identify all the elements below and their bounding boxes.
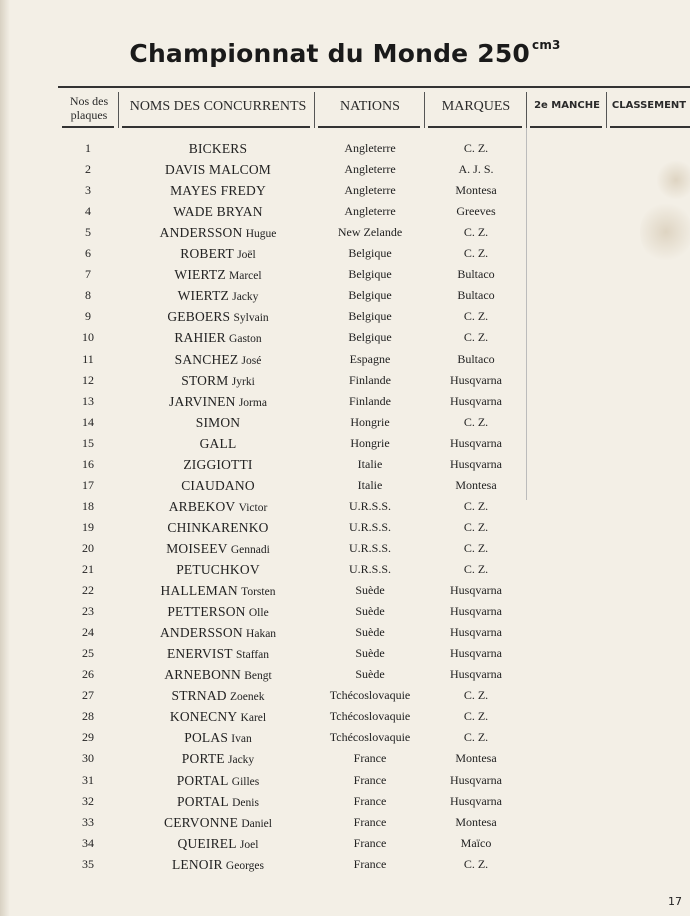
competitor-name [120, 352, 316, 368]
competitor-surname: ANDERSSON [159, 225, 243, 241]
competitor-surname: JARVINEN [169, 393, 236, 409]
competitor-surname: ENERVIST [166, 646, 233, 662]
marque: Husqvarna [450, 793, 502, 808]
competitor-firstname: Jacky [228, 754, 255, 767]
table-row [0, 792, 690, 813]
competitor-surname: PETUCHKOV [176, 562, 260, 577]
competitor-name [120, 288, 316, 304]
competitor-surname: SANCHEZ [174, 351, 239, 367]
nation: France [353, 814, 387, 829]
nation: Espagne [349, 351, 391, 366]
competitor-name [120, 457, 316, 473]
marque: C. Z. [463, 519, 489, 534]
plate-number: 10 [82, 330, 94, 345]
competitor-firstname: Jorma [238, 396, 267, 409]
nation: New Zelande [337, 225, 403, 240]
competitor-surname: ARNEBONN [164, 667, 241, 683]
table-row [0, 855, 690, 876]
competitor-name [120, 751, 316, 767]
nation: Suède [355, 667, 385, 682]
table-row [0, 455, 690, 476]
table-row [0, 202, 690, 223]
header-classement [608, 100, 690, 111]
competitor-surname: PORTAL [176, 772, 229, 788]
competitor-name [120, 162, 316, 178]
table-row [0, 749, 690, 770]
competitor-firstname: Zoenek [229, 691, 265, 704]
nation: France [353, 793, 387, 808]
marque: C. Z. [463, 330, 489, 345]
nation: Tchécoslovaquie [329, 730, 411, 745]
competitor-firstname: Gaston [229, 333, 262, 346]
plate-number: 5 [85, 225, 91, 240]
plate-number: 29 [82, 730, 94, 745]
competitor-name [120, 583, 316, 599]
competitor-name [120, 499, 316, 515]
table-row [0, 707, 690, 728]
marque: C. Z. [463, 562, 489, 576]
plate-number: 8 [85, 288, 91, 303]
competitor-surname: MOISEEV [166, 540, 228, 556]
plate-number: 26 [82, 667, 94, 682]
competitor-surname: HALLEMAN [160, 583, 238, 599]
competitor-name [120, 141, 316, 157]
nation: Suède [355, 583, 385, 598]
nation: U.R.S.S. [348, 540, 392, 555]
competitor-surname: DAVIS MALCOM [164, 162, 272, 178]
competitor-firstname: Karel [240, 712, 267, 725]
marque: Husqvarna [450, 625, 502, 640]
competitor-surname: WADE BRYAN [173, 204, 263, 220]
header-names-text: NOMS DES CONCURRENTS [129, 99, 307, 114]
plate-number: 9 [85, 309, 91, 324]
table-row [0, 413, 690, 434]
nation: Suède [355, 604, 385, 619]
nation: Tchécoslovaquie [329, 688, 411, 703]
table-row [0, 560, 690, 581]
competitor-surname: MAYES FREDY [170, 183, 266, 199]
column-divider [424, 92, 425, 128]
column-divider [314, 92, 315, 128]
competitor-name [120, 773, 316, 789]
marque: C. Z. [463, 141, 489, 155]
header-underline-nations [318, 126, 420, 128]
competitor-surname: CIAUDANO [181, 477, 255, 493]
header-top-rule [58, 86, 690, 88]
nation: Italie [357, 477, 383, 492]
header-num-text: Nos des plaques [69, 94, 109, 122]
nation: Hongrie [350, 414, 390, 429]
table-row [0, 371, 690, 392]
column-divider [526, 92, 527, 128]
competitor-firstname: Staffan [236, 649, 270, 662]
marque: Montesa [455, 477, 497, 492]
title-text: Championnat du Monde 250 [129, 39, 531, 68]
plate-number: 7 [85, 267, 91, 282]
header-manche [528, 100, 606, 111]
table-row [0, 328, 690, 349]
competitor-name [120, 267, 316, 283]
marque: Maïco [460, 835, 492, 850]
marque: Bultaco [457, 267, 495, 282]
marque: Husqvarna [450, 372, 502, 387]
competitor-firstname: Marcel [229, 270, 262, 283]
competitor-firstname: Gilles [231, 775, 260, 788]
marque: Montesa [455, 183, 497, 198]
title-unit: cm3 [532, 38, 561, 52]
header-underline-marques [428, 126, 522, 128]
table-row [0, 813, 690, 834]
competitor-surname: LENOIR [171, 856, 223, 872]
competitor-name [120, 478, 316, 494]
table-row [0, 665, 690, 686]
competitor-name [120, 709, 316, 725]
competitor-name [120, 436, 316, 452]
competitor-firstname: Olle [248, 607, 269, 620]
competitor-name [120, 246, 316, 262]
competitor-name [120, 415, 316, 431]
competitor-firstname: Jacky [232, 291, 259, 304]
header-underline-names [122, 126, 310, 128]
plate-number: 13 [82, 393, 94, 408]
competitor-name [120, 667, 316, 683]
competitor-surname: WIERTZ [177, 288, 229, 304]
competitor-surname: GALL [199, 435, 237, 451]
nation: France [353, 751, 387, 766]
competitor-firstname: Torsten [241, 586, 276, 599]
competitor-firstname: Denis [232, 796, 259, 809]
table-row [0, 728, 690, 749]
table-row [0, 644, 690, 665]
competitor-name [120, 730, 316, 746]
competitor-firstname: Jyrki [231, 375, 255, 388]
competitor-surname: STRNAD [171, 688, 227, 704]
nation: Angleterre [344, 141, 396, 155]
nation: Finlande [349, 372, 391, 387]
competitor-firstname: Victor [238, 501, 268, 514]
competitor-name [120, 688, 316, 704]
marque: C. Z. [463, 540, 489, 555]
competitor-firstname: Joel [239, 838, 259, 851]
plate-number: 34 [82, 835, 94, 850]
competitor-name [120, 204, 316, 220]
table-row [0, 392, 690, 413]
competitor-name [120, 520, 316, 536]
competitor-surname: PORTAL [177, 793, 229, 809]
marque: Husqvarna [450, 667, 502, 682]
marque: C. Z. [463, 414, 489, 429]
marque: Husqvarna [450, 604, 502, 619]
table-row [0, 602, 690, 623]
table-row [0, 223, 690, 244]
competitor-surname: WIERTZ [174, 267, 226, 283]
marque: Husqvarna [450, 583, 502, 598]
competitor-name [120, 857, 316, 873]
nation: Angleterre [344, 162, 396, 177]
plate-number: 1 [85, 141, 91, 155]
marque: C. Z. [463, 498, 489, 513]
header-marques [426, 99, 526, 114]
competitor-surname: SIMON [195, 414, 241, 430]
header-underline-manche [530, 126, 602, 128]
marque: C. Z. [463, 246, 489, 261]
competitor-name [120, 562, 316, 578]
marque: C. Z. [463, 856, 489, 871]
competitor-surname: ARBEKOV [168, 498, 236, 514]
header-marques-text: MARQUES [441, 99, 511, 114]
nation: France [353, 856, 387, 871]
marque: A. J. S. [458, 162, 494, 177]
table-row [0, 539, 690, 560]
competitor-surname: KONECNY [169, 709, 238, 725]
plate-number: 28 [82, 709, 94, 724]
table-row [0, 307, 690, 328]
header-nations [318, 99, 422, 114]
table-row [0, 265, 690, 286]
competitor-surname: CERVONNE [164, 814, 239, 830]
page-number: 17 [668, 895, 682, 908]
competitor-name [120, 225, 316, 241]
marque: C. Z. [463, 688, 489, 703]
plate-number: 14 [82, 414, 94, 429]
plate-number: 19 [82, 519, 94, 534]
competitor-name [120, 794, 316, 810]
competitor-firstname: Hugue [245, 228, 277, 241]
column-divider [606, 92, 607, 128]
page-title [0, 38, 690, 68]
header-underline-classement [610, 126, 690, 128]
table-row [0, 518, 690, 539]
plate-number: 30 [82, 751, 94, 766]
competitor-firstname: Joël [237, 249, 256, 262]
nation: U.R.S.S. [348, 519, 392, 534]
competitor-surname: QUEIREL [177, 835, 237, 851]
marque: C. Z. [463, 225, 489, 240]
header-classement-text: CLASSEMENT [611, 100, 687, 111]
competitor-firstname: Ivan [231, 733, 252, 746]
plate-number: 33 [82, 814, 94, 829]
marque: C. Z. [463, 730, 489, 745]
competitor-surname: PETTERSON [167, 604, 246, 620]
plate-number: 18 [82, 498, 94, 513]
plate-number: 23 [82, 604, 94, 619]
marque: Montesa [455, 751, 497, 766]
competitor-name [120, 625, 316, 641]
plate-number: 2 [85, 162, 91, 177]
table-row [0, 834, 690, 855]
competitor-surname: RAHIER [174, 330, 226, 346]
plate-number: 27 [82, 688, 94, 703]
header-underline-num [62, 126, 114, 128]
plate-number: 25 [82, 646, 94, 661]
nation: Finlande [349, 393, 391, 408]
table-row [0, 623, 690, 644]
nation: Suède [355, 646, 385, 661]
nation: Tchécoslovaquie [329, 709, 411, 724]
competitor-firstname: Georges [225, 859, 265, 872]
header-nations-text: NATIONS [340, 99, 400, 114]
nation: France [353, 835, 387, 850]
competitor-surname: PORTE [181, 751, 225, 767]
plate-number: 20 [82, 540, 94, 555]
competitor-name [120, 309, 316, 325]
competitor-name [120, 541, 316, 557]
marque: Bultaco [457, 288, 495, 303]
table-row [0, 434, 690, 455]
competitor-surname: BICKERS [188, 141, 248, 156]
table-row [0, 686, 690, 707]
nation: Hongrie [350, 435, 390, 450]
marque: Husqvarna [450, 435, 502, 450]
plate-number: 3 [85, 183, 91, 198]
competitor-name [120, 183, 316, 199]
marque: Montesa [455, 814, 497, 829]
plate-number: 6 [85, 246, 91, 261]
header-num [62, 94, 116, 122]
table-row [0, 160, 690, 181]
competitor-firstname: Hakan [246, 628, 277, 641]
table-row [0, 181, 690, 202]
header-names [120, 99, 316, 114]
competitor-name [120, 604, 316, 620]
competitor-surname: ZIGGIOTTI [183, 456, 253, 472]
plate-number: 15 [82, 435, 94, 450]
nation: U.R.S.S. [348, 498, 392, 513]
plate-number: 11 [82, 351, 94, 366]
competitor-name [120, 330, 316, 346]
nation: Suède [355, 625, 385, 640]
competitor-name [120, 815, 316, 831]
plate-number: 16 [82, 456, 94, 471]
nation: U.R.S.S. [348, 562, 392, 576]
plate-number: 35 [82, 856, 94, 871]
marque: Husqvarna [450, 393, 502, 408]
plate-number: 4 [85, 204, 91, 219]
header-manche-text: 2e MANCHE [534, 100, 600, 111]
marque: Bultaco [457, 351, 495, 366]
competitor-surname: POLAS [184, 730, 229, 746]
competitor-firstname: José [241, 354, 262, 367]
marque: C. Z. [463, 309, 489, 324]
plate-number: 17 [82, 477, 94, 492]
nation: Belgique [348, 267, 392, 282]
marque: Greeves [456, 204, 496, 219]
competitor-name [120, 646, 316, 662]
plate-number: 24 [82, 625, 94, 640]
column-divider [118, 92, 119, 128]
table-row [0, 286, 690, 307]
competitor-firstname: Bengt [244, 670, 272, 683]
competitor-name [120, 373, 316, 389]
nation: France [353, 772, 387, 787]
table-row [0, 476, 690, 497]
table-row [0, 497, 690, 518]
competitor-firstname: Sylvain [233, 312, 269, 325]
table-row [0, 581, 690, 602]
nation: Angleterre [344, 183, 396, 198]
plate-number: 31 [82, 772, 94, 787]
marque: Husqvarna [450, 646, 502, 661]
nation: Italie [357, 456, 383, 471]
competitor-surname: STORM [181, 372, 229, 388]
marque: Husqvarna [450, 772, 502, 787]
plate-number: 21 [82, 562, 94, 576]
plate-number: 12 [82, 372, 94, 387]
table-row [0, 244, 690, 265]
competitor-surname: CHINKARENKO [167, 519, 269, 535]
table-row [0, 771, 690, 792]
nation: Belgique [348, 330, 392, 345]
competitor-firstname: Gennadi [230, 543, 270, 556]
competitor-surname: ROBERT [180, 246, 234, 262]
table-row [0, 350, 690, 371]
plate-number: 32 [82, 793, 94, 808]
competitor-name [120, 394, 316, 410]
competitor-firstname: Daniel [241, 817, 272, 830]
nation: Angleterre [344, 204, 396, 219]
table-row [0, 139, 690, 160]
marque: Husqvarna [450, 456, 502, 471]
nation: Belgique [348, 246, 392, 261]
nation: Belgique [348, 309, 392, 324]
nation: Belgique [348, 288, 392, 303]
plate-number: 22 [82, 583, 94, 598]
competitor-surname: GEBOERS [167, 309, 231, 325]
competitor-surname: ANDERSSON [159, 625, 243, 641]
marque: C. Z. [463, 709, 489, 724]
competitor-name [120, 836, 316, 852]
